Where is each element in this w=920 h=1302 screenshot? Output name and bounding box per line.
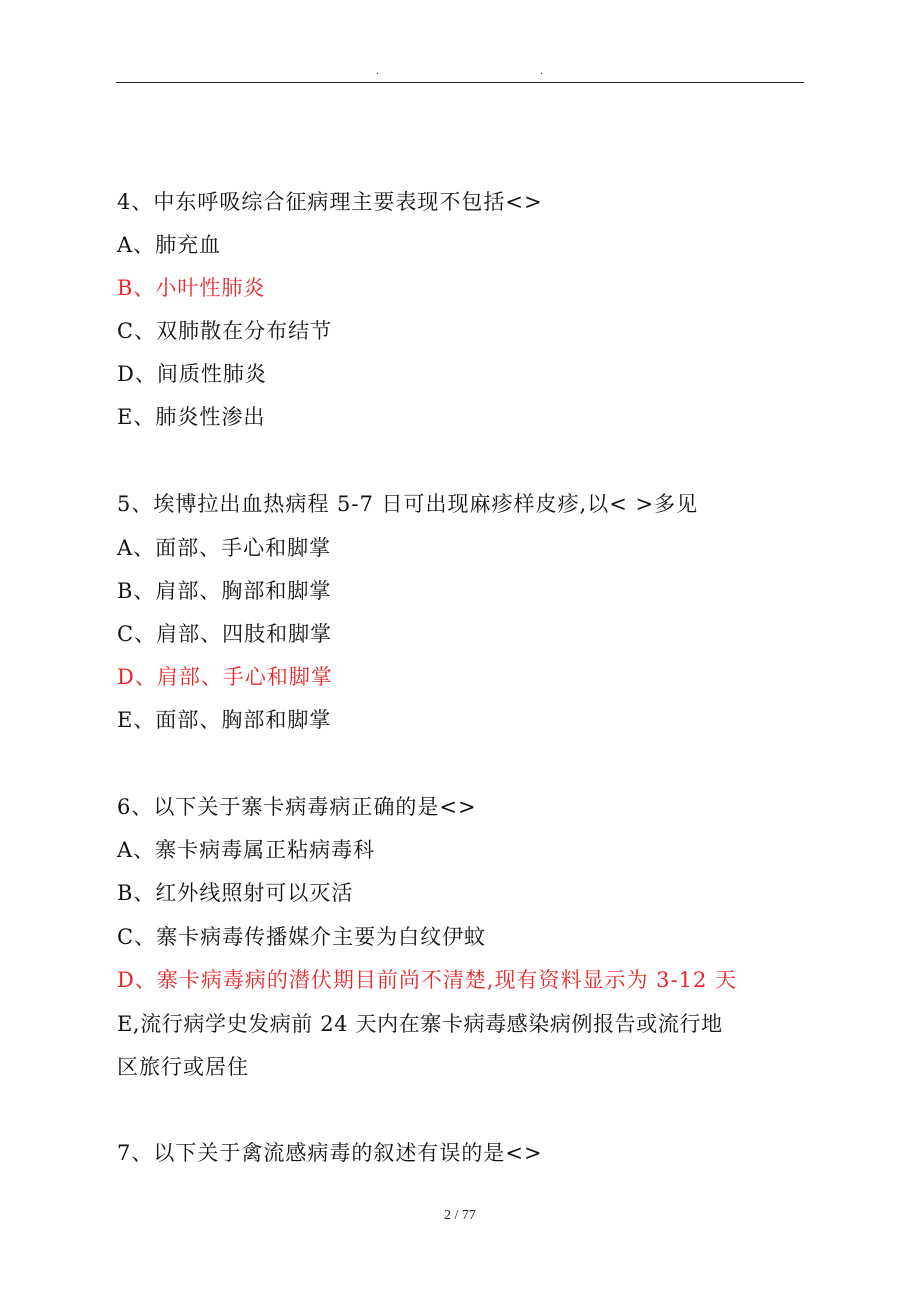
- question-5-option-b: B、肩部、胸部和脚掌: [117, 579, 332, 603]
- question-5-option-c: C、肩部、四肢和脚掌: [117, 622, 333, 646]
- question-4-option-d: D、间质性肺炎: [117, 362, 267, 386]
- question-4-option-c: C、双肺散在分布结节: [117, 319, 333, 343]
- header-dot-left: .: [376, 66, 380, 77]
- header-rule: [116, 82, 804, 83]
- question-5-option-d-answer: D、肩部、手心和脚掌: [117, 665, 333, 689]
- question-6-option-c: C、寨卡病毒传播媒介主要为白纹伊蚊: [117, 925, 487, 949]
- question-4-option-a: A、肺充血: [117, 233, 222, 257]
- header-dot-right: .: [540, 66, 544, 77]
- question-6-option-d-answer: D、寨卡病毒病的潜伏期目前尚不清楚,现有资料显示为 3-12 天: [117, 968, 738, 992]
- question-5-text: 5、埃博拉出血热病程 5-7 日可出现麻疹样皮疹,以< >多见: [117, 492, 699, 516]
- question-6-text: 6、以下关于寨卡病毒病正确的是<>: [117, 795, 477, 819]
- question-7-text: 7、以下关于禽流感病毒的叙述有误的是<>: [117, 1141, 543, 1165]
- page-number: 2 / 77: [444, 1208, 476, 1223]
- question-4-option-b-answer: B、小叶性肺炎: [117, 276, 266, 300]
- question-5-option-e: E、面部、胸部和脚掌: [117, 708, 332, 732]
- question-5-option-a: A、面部、手心和脚掌: [117, 536, 332, 560]
- question-4-option-e: E、肺炎性渗出: [117, 405, 266, 429]
- question-6-option-b: B、红外线照射可以灭活: [117, 881, 354, 905]
- question-4-text: 4、中东呼吸综合征病理主要表现不包括<>: [117, 190, 543, 214]
- question-6-option-a: A、寨卡病毒属正粘病毒科: [117, 838, 376, 862]
- question-6-option-e-continued: 区旅行或居住: [117, 1055, 249, 1079]
- question-6-option-e: E,流行病学史发病前 24 天内在寨卡病毒感染病例报告或流行地: [117, 1012, 723, 1036]
